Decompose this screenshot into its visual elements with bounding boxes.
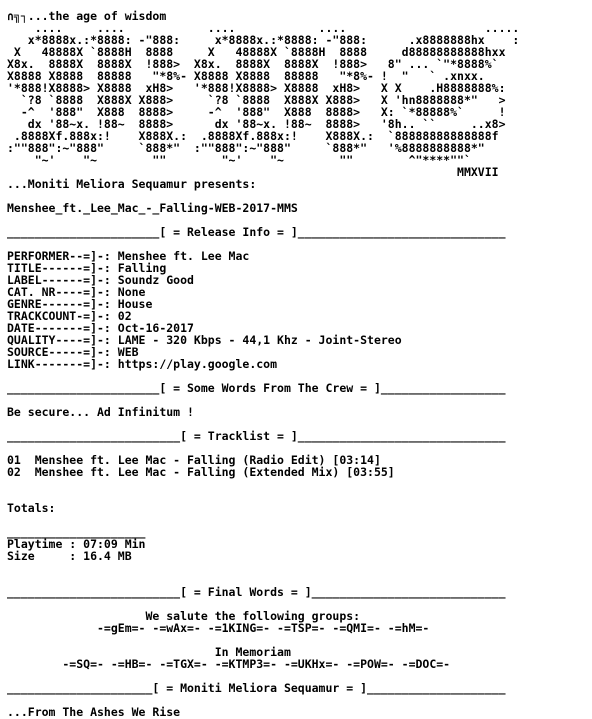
nfo-line: `?8 `8888 X888X X888> `?8 `8888 X888X X888> X 'hn8888888*" > <box>7 93 506 107</box>
nfo-line: QUALITY----=]-: LAME - 320 Kbps - 44,1 Khz - Joint-Stereo <box>7 333 402 347</box>
nfo-line: GENRE------=]-: House <box>7 297 153 311</box>
nfo-line: DATE-------=]-: Oct-16-2017 <box>7 321 194 335</box>
nfo-line: We salute the following groups: <box>7 609 361 623</box>
nfo-line: :""888":~"888" `888*" :""888":~"888" `888*" '%8888888888*" <box>7 141 485 155</box>
nfo-line: TITLE------=]-: Falling <box>7 261 167 275</box>
nfo-line: 02 Menshee ft. Lee Mac - Falling (Extended Mix) [03:55] <box>7 465 395 479</box>
nfo-line: .... .... .... .... ..... <box>7 21 520 35</box>
nfo-line: LINK-------=]-: https://play.google.com <box>7 357 278 371</box>
nfo-line: SOURCE-----=]-: WEB <box>7 345 139 359</box>
nfo-line: '*888!X8888> X8888 xH8> '*888!X8888> X8888 xH8> X X .H8888888%: <box>7 81 506 95</box>
nfo-line: ______________________[ = Some Words From The Crew = ]__________________ <box>7 381 506 395</box>
nfo-line: MMXVII <box>7 165 499 179</box>
nfo-line: ______________________[ = Release Info = ]______________________________ <box>7 225 506 239</box>
nfo-line: -^ '888" X888 8888> -^ '888" X888 8888> X: `*88888%` ! <box>7 105 506 119</box>
nfo-line: ...Moniti Meliora Sequamur presents: <box>7 177 257 191</box>
nfo-line <box>7 478 519 490</box>
nfo-line: ...From The Ashes We Rise <box>7 705 181 719</box>
nfo-line: _________________________[ = Final Words = ]____________________________ <box>7 585 506 599</box>
nfo-line: CAT. NR----=]-: None <box>7 285 146 299</box>
nfo-line: ____________________ <box>7 525 146 539</box>
nfo-text <box>7 10 519 718</box>
nfo-line: .8888Xf.888x:! X888X.: .8888Xf.888x:! X888X.: `88888888888888f <box>7 129 499 143</box>
nfo-line: Totals: <box>7 501 56 515</box>
nfo-line: X 48888X `8888H 8888 X 48888X `8888H 8888 d88888888888hxx <box>7 45 506 59</box>
nfo-line: X8888 X8888 88888 "*8%- X8888 X8888 88888 "*8%- ! " ` .xnxx. <box>7 69 485 83</box>
nfo-line: Size : 16.4 MB <box>7 549 132 563</box>
nfo-line: x*8888x.:*8888: -"888: x*8888x.:*8888: -"888: .x8888888hx : <box>7 33 520 47</box>
nfo-line: TRACKCOUNT-=]-: 02 <box>7 309 132 323</box>
nfo-line <box>7 562 519 574</box>
nfo-line: PERFORMER--=]-: Menshee ft. Lee Mac <box>7 249 250 263</box>
nfo-line: In Memoriam <box>7 645 291 659</box>
nfo-line: X8x. 8888X 8888X !888> X8x. 8888X 8888X !888> 8" ... `"*8888%` <box>7 57 499 71</box>
nfo-line: 01 Menshee ft. Lee Mac - Falling (Radio Edit) [03:14] <box>7 453 381 467</box>
nfo-line: Be secure... Ad Infinitum ! <box>7 405 194 419</box>
nfo-line: LABEL------=]-: Soundz Good <box>7 273 194 287</box>
nfo-line: "~' "~ "" "~' "~ "" ^"****""` <box>7 153 471 167</box>
nfo-line: _________________________[ = Tracklist = ]______________________________ <box>7 429 506 443</box>
nfo-line: Menshee_ft._Lee_Mac_-_Falling-WEB-2017-MMS <box>7 201 298 215</box>
nfo-line: ∩╗┐...the age of wisdom <box>7 9 167 23</box>
nfo-line: -=gEm=- -=wAx=- -=1KING=- -=TSP=- -=QMI=- -=hM=- <box>7 621 430 635</box>
nfo-line: -=SQ=- -=HB=- -=TGX=- -=KTMP3=- -=UKHx=- -=POW=- -=DOC=- <box>7 657 451 671</box>
nfo-line: dx '88~x. !88~ 8888> dx '88~x. !88~ 8888> '8h.. `` ..x8> <box>7 117 506 131</box>
nfo-line <box>7 490 519 502</box>
nfo-line: _____________________[ = Moniti Meliora Sequamur = ]____________________ <box>7 681 506 695</box>
nfo-line: Playtime : 07:09 Min <box>7 537 146 551</box>
